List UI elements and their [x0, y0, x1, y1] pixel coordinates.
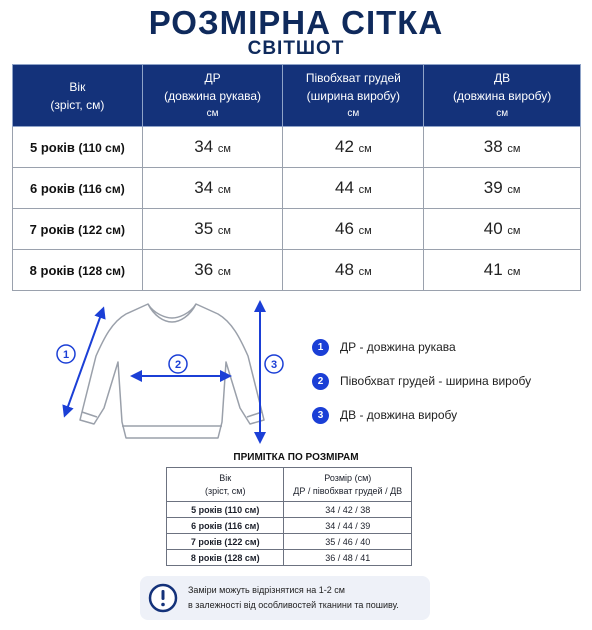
svg-text:3: 3 [270, 359, 278, 371]
legend-label: ДР - довжина рукава [340, 340, 456, 354]
legend-item-chest [312, 364, 582, 398]
table-row [167, 550, 412, 566]
dr-cell: 34 см [142, 168, 283, 209]
note-table [166, 467, 412, 566]
dv-cell: 41 см [424, 250, 581, 291]
legend-label: Півобхват грудей - ширина виробу [340, 374, 532, 388]
svg-text:1: 1 [62, 349, 70, 361]
note-age-cell: 5 років (110 см) [167, 502, 284, 518]
dr-cell: 35 см [142, 209, 283, 250]
chest-cell: 42 см [283, 127, 424, 168]
age-cell: 8 років (128 см) [13, 250, 143, 291]
number-1-icon: 1 [312, 339, 329, 356]
legend-item-sleeve [312, 330, 582, 364]
column-header-dr: ДР (довжина рукава) см [142, 65, 283, 127]
table-row [167, 518, 412, 534]
table-row [13, 127, 581, 168]
legend-label: ДВ - довжина виробу [340, 408, 458, 422]
age-cell: 5 років (110 см) [13, 127, 143, 168]
table-row [13, 168, 581, 209]
age-cell: 6 років (116 см) [13, 168, 143, 209]
column-header-chest: Півобхват грудей (ширина виробу) см [283, 65, 424, 127]
info-box [140, 576, 430, 620]
chest-cell: 44 см [283, 168, 424, 209]
table-row [13, 250, 581, 291]
note-size-cell: 36 / 48 / 41 [284, 550, 412, 566]
dv-cell: 39 см [424, 168, 581, 209]
dv-cell: 40 см [424, 209, 581, 250]
marker-2 [169, 355, 187, 373]
chest-cell: 48 см [283, 250, 424, 291]
info-text: Заміри можуть відрізнятися на 1-2 см в залежності від особливостей тканини та пошиву. [188, 585, 399, 610]
marker-3 [265, 355, 283, 373]
marker-1 [57, 345, 75, 363]
note-age-cell: 6 років (116 см) [167, 518, 284, 534]
note-size-cell: 35 / 46 / 40 [284, 534, 412, 550]
exclamation-circle-icon [148, 583, 178, 613]
number-2-icon: 2 [312, 373, 329, 390]
size-table-header [13, 65, 581, 127]
note-title: ПРИМІТКА ПО РОЗМІРАМ [233, 452, 359, 463]
dv-cell: 38 см [424, 127, 581, 168]
column-header-dv: ДВ (довжина виробу) см [424, 65, 581, 127]
size-table [12, 64, 581, 291]
note-table-header [167, 468, 412, 502]
legend-item-length [312, 398, 582, 432]
note-age-cell: 8 років (128 см) [167, 550, 284, 566]
dr-cell: 34 см [142, 127, 283, 168]
note-age-cell: 7 років (122 см) [167, 534, 284, 550]
table-row [167, 534, 412, 550]
measurement-legend [312, 330, 582, 432]
note-size-cell: 34 / 44 / 39 [284, 518, 412, 534]
svg-text:2: 2 [174, 359, 182, 371]
age-cell: 7 років (122 см) [13, 209, 143, 250]
note-size-cell: 34 / 42 / 38 [284, 502, 412, 518]
column-header-age: Вік (зріст, см) [13, 65, 143, 127]
sweatshirt-diagram [52, 292, 292, 450]
table-row [167, 502, 412, 518]
chest-cell: 46 см [283, 209, 424, 250]
dr-cell: 36 см [142, 250, 283, 291]
table-row [13, 209, 581, 250]
page-title: РОЗМІРНА СІТКА [148, 4, 444, 41]
note-column-age: Вік (зріст, см) [167, 468, 284, 502]
number-3-icon: 3 [312, 407, 329, 424]
note-column-size: Розмір (см) ДР / півобхват грудей / ДВ [284, 468, 412, 502]
page-subtitle: СВІТШОТ [247, 38, 345, 59]
